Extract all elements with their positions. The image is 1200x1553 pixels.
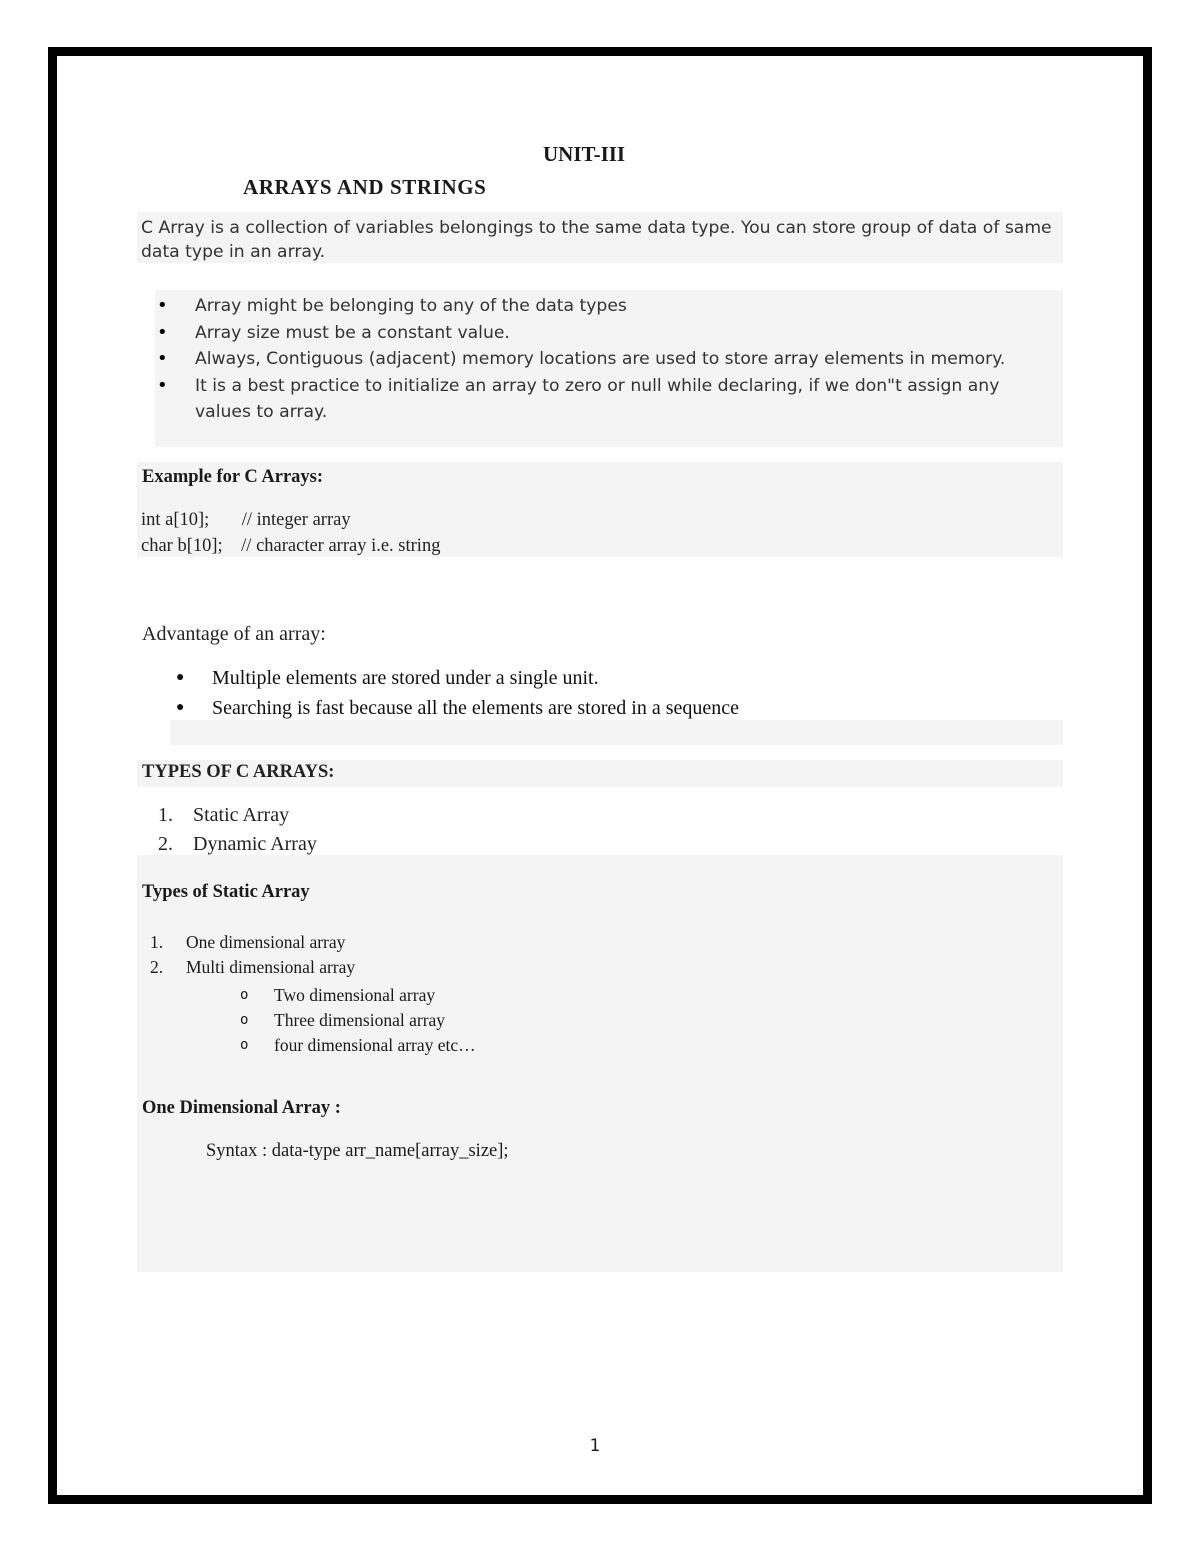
advantage-shade	[170, 720, 1063, 745]
unit-title: UNIT-III	[543, 142, 626, 166]
list-item: ● Searching is fast because all the elements are stored in a sequence	[172, 693, 739, 723]
types-heading: TYPES OF C ARRAYS:	[142, 762, 335, 782]
static-types-list	[150, 930, 355, 980]
list-label: Multi dimensional array	[186, 957, 356, 977]
list-number: 2.	[158, 832, 173, 855]
list-label: One dimensional array	[186, 932, 346, 952]
list-item: • Always, Contiguous (adjacent) memory locations are used to store array elements in memory.	[155, 346, 1035, 373]
list-item	[150, 930, 355, 955]
list-item	[158, 801, 317, 830]
intro-paragraph: C Array is a collection of variables belongings to the same data type. You can store group of data of same data type in an array.	[141, 218, 1052, 262]
page-number: 1	[589, 1436, 601, 1456]
advantage-heading: Advantage of an array:	[142, 623, 326, 645]
list-item: ● Multiple elements are stored under a single unit.	[172, 663, 739, 693]
multi-dimensional-sublist	[240, 983, 476, 1057]
list-item: • Array size must be a constant value.	[155, 320, 1035, 347]
example-heading: Example for C Arrays:	[142, 467, 324, 487]
syntax-line: Syntax : data-type arr_name[array_size];	[206, 1141, 509, 1161]
list-item: • Array might be belonging to any of the data types	[155, 293, 1035, 320]
list-number: 1.	[158, 804, 173, 826]
page-title: ARRAYS AND STRINGS	[243, 175, 487, 199]
list-item	[158, 830, 317, 859]
list-number: 2.	[150, 957, 164, 977]
array-types-list	[158, 801, 317, 858]
code-line: int a[10]; // integer array	[141, 510, 351, 530]
static-shade	[137, 855, 1063, 1272]
list-label: Static Array	[193, 804, 290, 826]
one-dimensional-heading: One Dimensional Array :	[142, 1098, 341, 1118]
code-line: char b[10]; // character array i.e. string	[141, 536, 441, 556]
static-types-heading: Types of Static Array	[142, 882, 310, 902]
list-number: 1.	[150, 932, 164, 952]
properties-list	[155, 293, 1035, 426]
list-item	[150, 955, 355, 980]
list-item: o Two dimensional array	[240, 983, 476, 1008]
list-item: • It is a best practice to initialize an array to zero or null while declaring, if we don"t assign any values to array.	[155, 373, 1035, 426]
list-item: o four dimensional array etc…	[240, 1033, 476, 1058]
example-code	[141, 507, 440, 559]
list-item: o Three dimensional array	[240, 1008, 476, 1033]
list-label: Dynamic Array	[193, 832, 317, 855]
advantage-list	[172, 663, 739, 723]
